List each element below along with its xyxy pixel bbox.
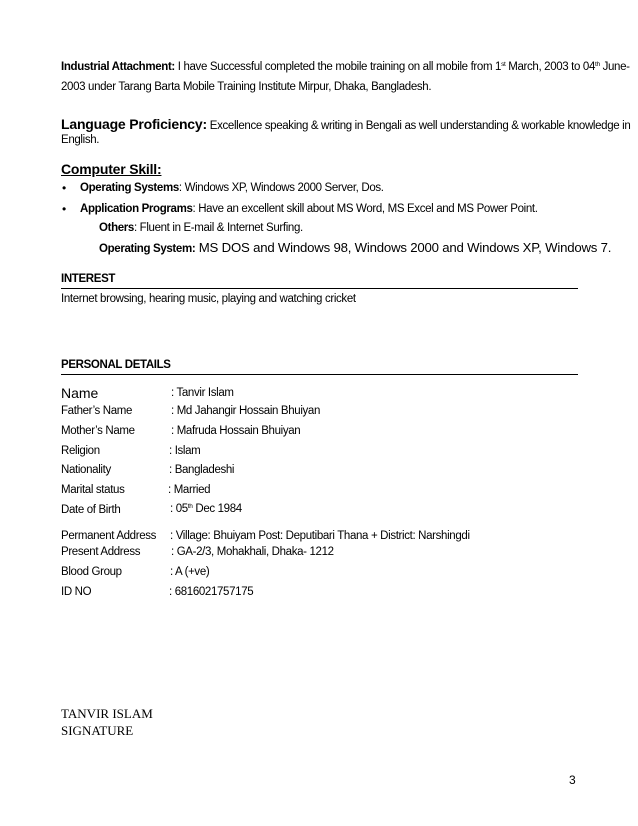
field-value-present-address: : GA-2/3, Mohakhali, Dhaka- 1212 bbox=[171, 546, 334, 558]
field-label-father: Father’s Name bbox=[61, 405, 133, 417]
field-value-marital-status: : Married bbox=[168, 484, 211, 496]
field-label-mother: Mother’s Name bbox=[61, 425, 135, 437]
field-value-mother: : Mafruda Hossain Bhuiyan bbox=[171, 425, 301, 437]
field-value-nationality: : Bangladeshi bbox=[169, 464, 235, 476]
field-value-dob: : 05th Dec 1984 bbox=[170, 503, 242, 515]
industrial-attachment-line1: Industrial Attachment: I have Successful completed the mobile training on all mobile from 1st March, 2003 to 04th June- bbox=[61, 61, 630, 73]
industrial-attachment-line2: 2003 under Tarang Barta Mobile Training Institute Mirpur, Dhaka, Bangladesh. bbox=[61, 81, 432, 93]
bullet-icon: • bbox=[62, 202, 67, 216]
others-item: Others: Fluent in E-mail & Internet Surfing. bbox=[99, 222, 303, 234]
field-label-id-no: ID NO bbox=[61, 586, 92, 598]
field-label-marital-status: Marital status bbox=[61, 484, 125, 496]
personal-details-heading: PERSONAL DETAILS bbox=[61, 359, 171, 371]
field-value-religion: : Islam bbox=[169, 445, 201, 457]
section-divider bbox=[61, 374, 578, 375]
field-value-name: : Tanvir Islam bbox=[171, 387, 234, 399]
signature-label: SIGNATURE bbox=[61, 723, 134, 738]
interest-text: Internet browsing, hearing music, playing and watching cricket bbox=[61, 293, 356, 305]
field-value-id-no: : 6816021757175 bbox=[169, 586, 254, 598]
signature-name: TANVIR ISLAM bbox=[61, 706, 153, 721]
field-label-name: Name bbox=[61, 385, 99, 401]
language-proficiency-line1: Language Proficiency: Excellence speaking & writing in Bengali as well understanding & workable knowledge in bbox=[61, 116, 631, 132]
application-programs-item: Application Programs: Have an excellent skill about MS Word, MS Excel and MS Power Point. bbox=[80, 203, 538, 215]
field-label-nationality: Nationality bbox=[61, 464, 111, 476]
bullet-icon: • bbox=[62, 181, 67, 195]
operating-systems-item: Operating Systems: Windows XP, Windows 2000 Server, Dos. bbox=[80, 182, 384, 194]
field-label-permanent-address: Permanent Address bbox=[61, 530, 157, 542]
field-label-religion: Religion bbox=[61, 445, 100, 457]
field-value-blood-group: : A (+ve) bbox=[170, 566, 210, 578]
field-value-father: : Md Jahangir Hossain Bhuiyan bbox=[171, 405, 321, 417]
field-value-permanent-address: : Village: Bhuiyam Post: Deputibari Thana + District: Narshingdi bbox=[170, 530, 470, 542]
language-proficiency-label: Language Proficiency: bbox=[61, 116, 207, 132]
field-label-blood-group: Blood Group bbox=[61, 566, 122, 578]
page-number: 3 bbox=[569, 773, 576, 787]
language-proficiency-line2: English. bbox=[61, 134, 100, 146]
interest-heading: INTEREST bbox=[61, 273, 116, 285]
section-divider bbox=[61, 288, 578, 289]
operating-system-item: Operating System: MS DOS and Windows 98, Windows 2000 and Windows XP, Windows 7. bbox=[99, 240, 612, 255]
field-label-present-address: Present Address bbox=[61, 546, 141, 558]
computer-skill-heading: Computer Skill: bbox=[61, 161, 162, 177]
field-label-dob: Date of Birth bbox=[61, 504, 121, 516]
industrial-attachment-label: Industrial Attachment: bbox=[61, 61, 175, 73]
